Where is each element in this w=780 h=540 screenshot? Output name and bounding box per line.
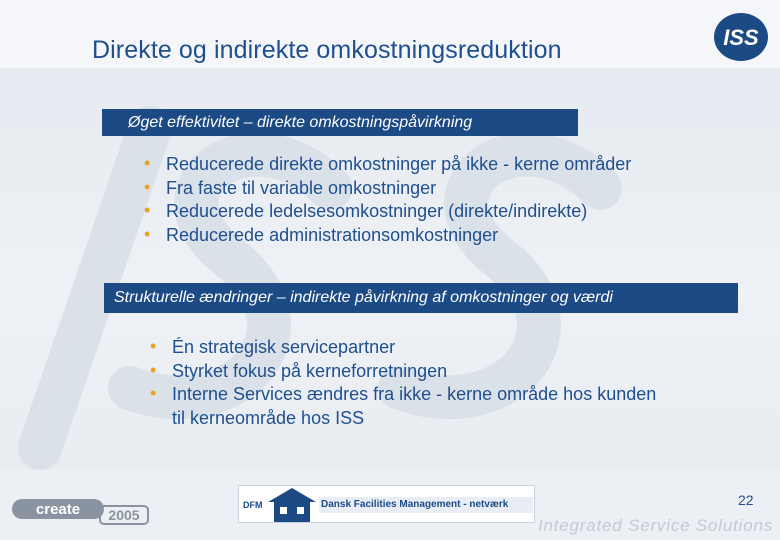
bullet-dot-icon: • (150, 359, 157, 380)
slide-title: Direkte og indirekte omkostningsreduktion (92, 36, 562, 64)
section-heading-direct: Øget effektivitet – direkte omkostningspåvirkning (102, 109, 578, 136)
bullet-list-structural (150, 336, 656, 430)
list-item (150, 383, 656, 430)
list-item (150, 336, 656, 360)
list-item-text: Styrket fokus på kerneforretningen (172, 360, 448, 381)
iss-logo-text: ISS (723, 25, 759, 50)
list-item (150, 360, 656, 384)
iss-logo (713, 11, 769, 63)
dfm-abbreviation: DFM (243, 500, 263, 510)
list-item-text: Reducerede administrationsomkostninger (166, 224, 499, 245)
list-item-text: Fra faste til variable omkostninger (166, 177, 437, 198)
house-icon (266, 486, 318, 522)
dfm-network-banner (238, 485, 535, 523)
list-item-text: Én strategisk servicepartner (172, 337, 396, 357)
list-item (144, 224, 631, 248)
bullet-dot-icon: • (144, 200, 151, 220)
list-item (144, 177, 631, 201)
bullet-list-direct (144, 153, 631, 247)
bullet-dot-icon: • (144, 153, 151, 173)
create-logo-year: 2005 (108, 507, 140, 523)
iss-tagline: Integrated Service Solutions (538, 516, 774, 535)
page-number: 22 (738, 492, 754, 508)
list-item-continuation: til kerneområde hos ISS (172, 407, 365, 428)
dfm-label: Dansk Facilities Management - netværk (321, 499, 509, 510)
list-item (144, 200, 631, 224)
list-item (144, 153, 631, 177)
bullet-dot-icon: • (144, 176, 151, 197)
bullet-dot-icon: • (150, 383, 157, 403)
create-2005-logo (12, 497, 152, 525)
list-item-text: Reducerede direkte omkostninger på ikke - kerne områder (166, 154, 632, 174)
bullet-dot-icon: • (150, 336, 157, 356)
list-item-text: Interne Services ændres fra ikke - kerne område hos kunden (172, 384, 657, 404)
section-heading-structural: Strukturelle ændringer – indirekte påvirkning af omkostninger og værdi (104, 283, 738, 313)
bullet-dot-icon: • (144, 223, 151, 244)
list-item-text: Reducerede ledelsesomkostninger (direkte/indirekte) (166, 201, 588, 221)
create-logo-text: create (35, 501, 81, 518)
